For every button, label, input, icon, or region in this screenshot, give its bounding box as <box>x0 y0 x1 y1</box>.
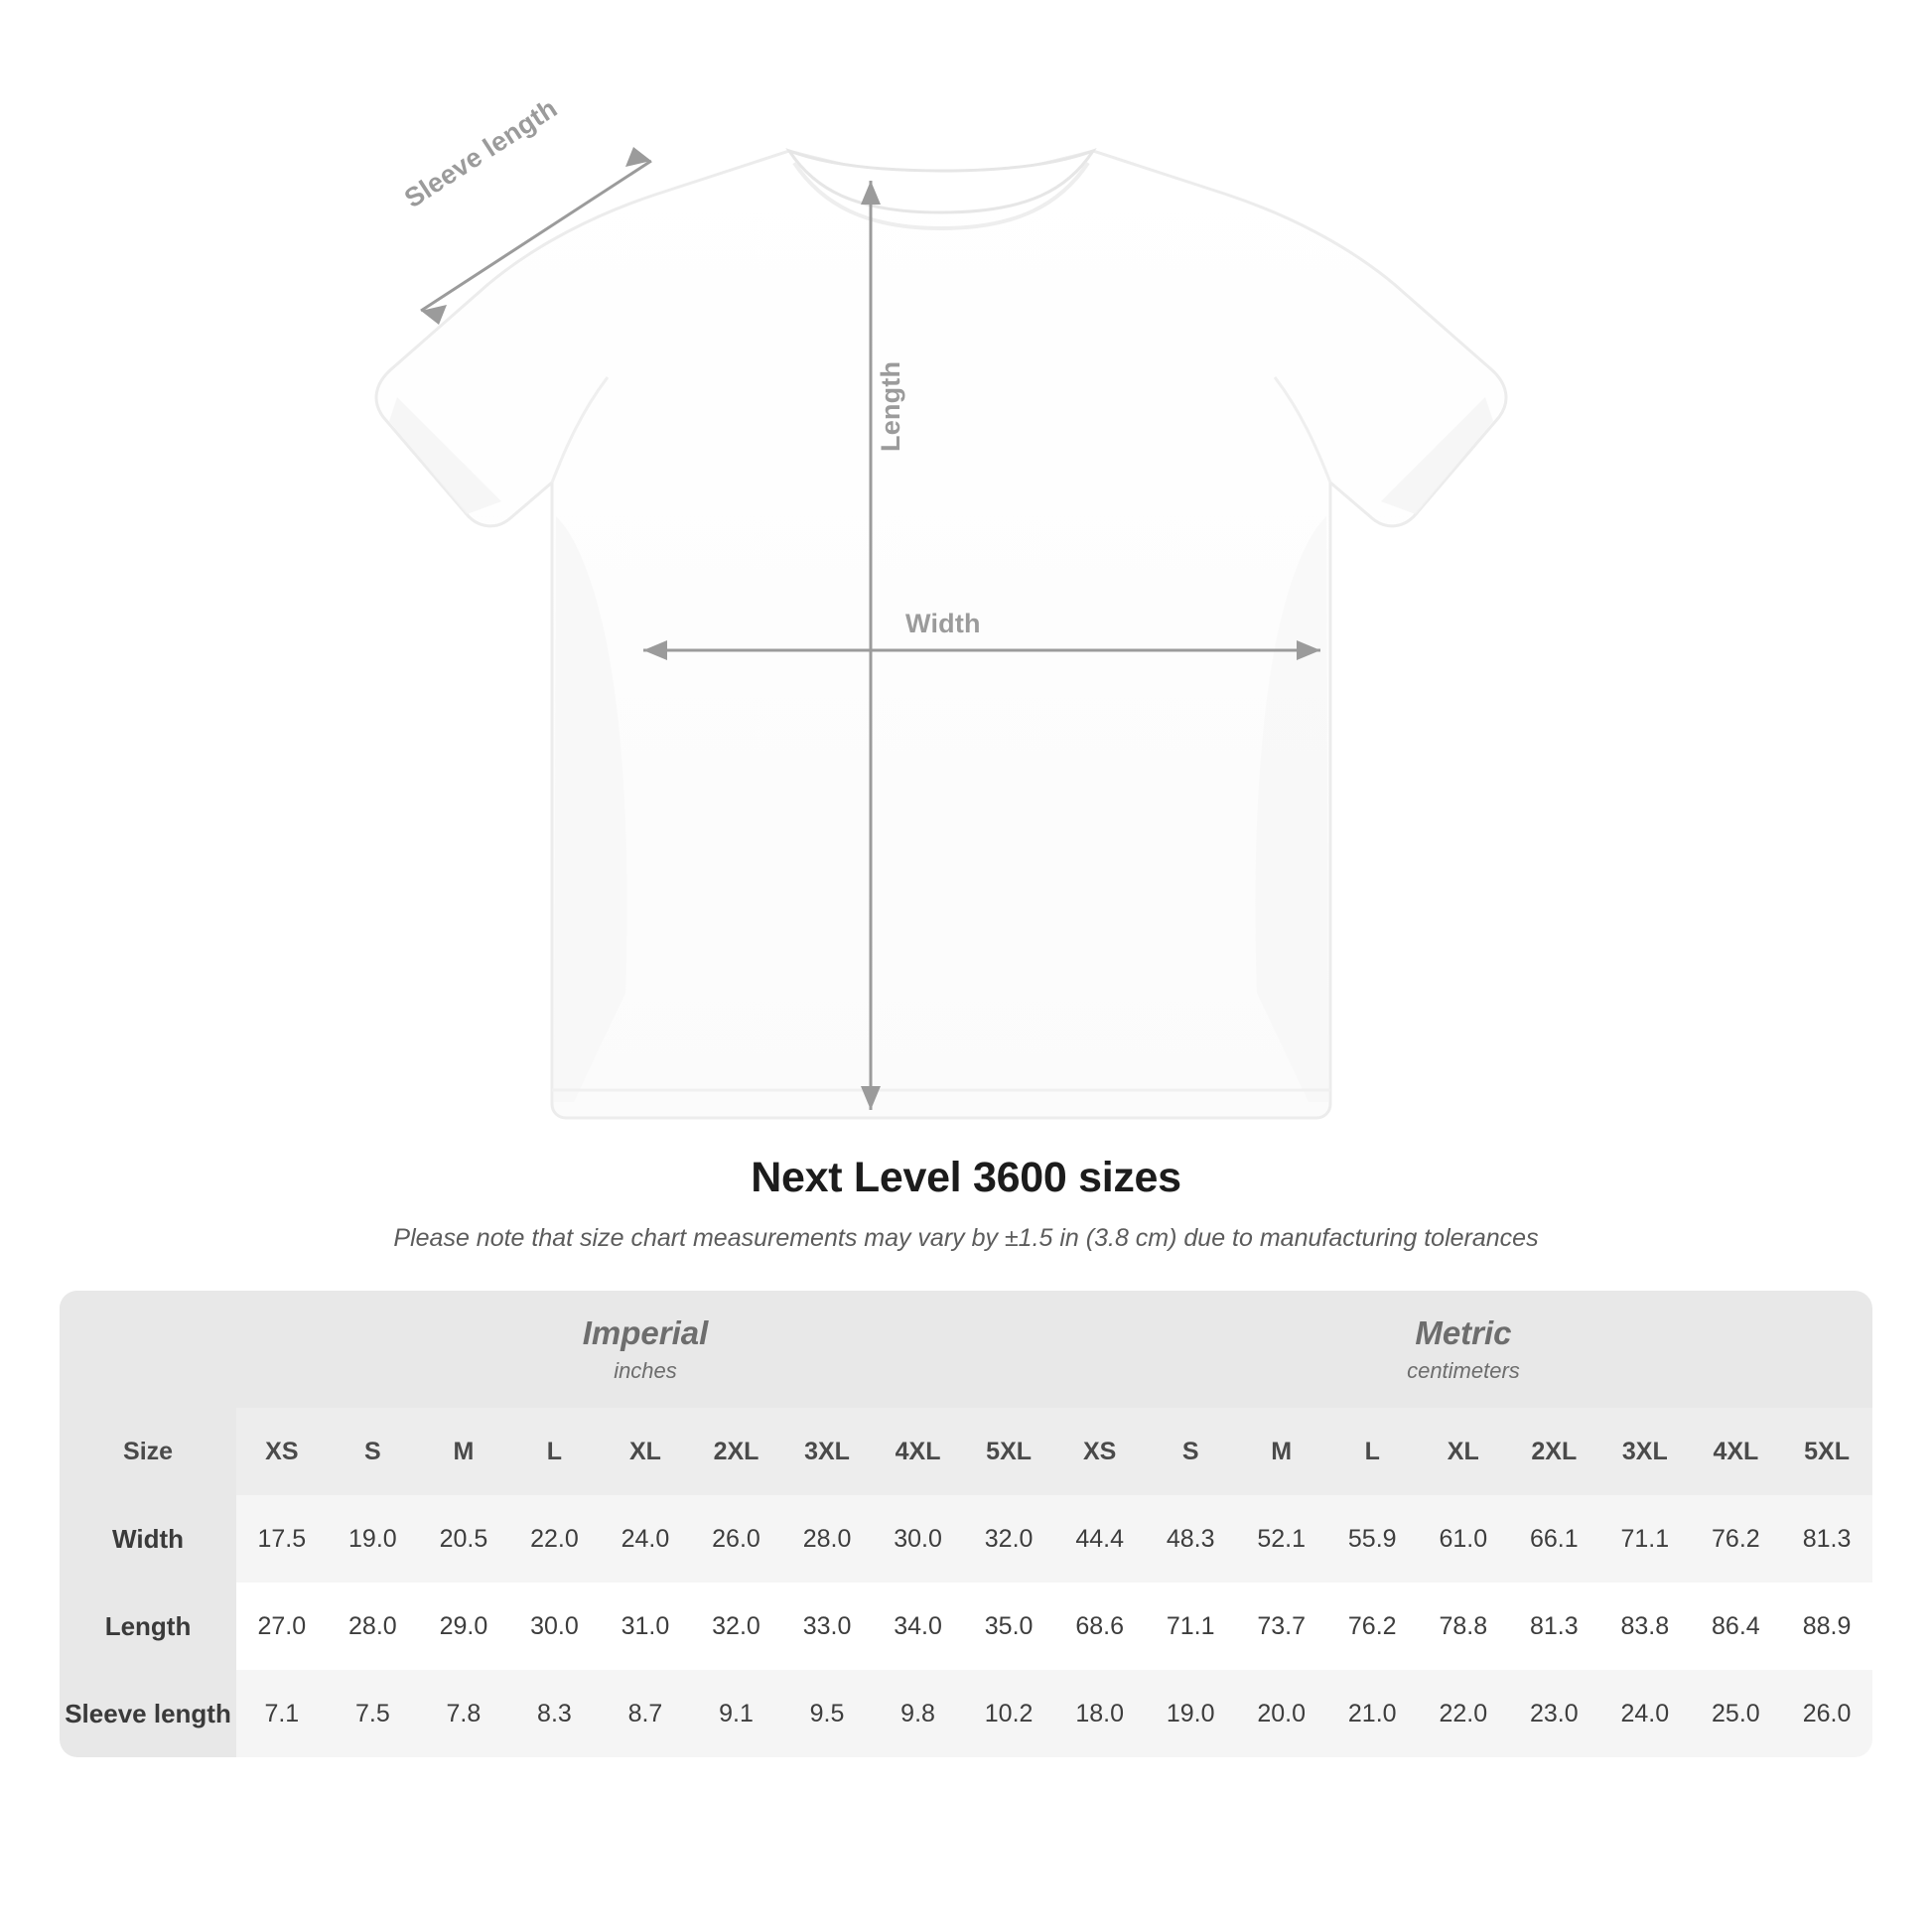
cell-width-in-xl: 24.0 <box>600 1495 691 1583</box>
size-table-wrap <box>60 1291 1872 1757</box>
cell-sleeve-in-2xl: 9.1 <box>691 1670 782 1757</box>
imperial-header <box>236 1291 1054 1408</box>
cell-sleeve-cm-m: 20.0 <box>1236 1670 1327 1757</box>
size-header-imp-2: M <box>418 1408 509 1495</box>
size-header-imp-7: 4XL <box>873 1408 964 1495</box>
unit-corner-cell <box>60 1291 236 1408</box>
cell-length-cm-5xl: 88.9 <box>1781 1583 1872 1670</box>
cell-width-cm-5xl: 81.3 <box>1781 1495 1872 1583</box>
metric-header <box>1054 1291 1872 1408</box>
cell-length-in-4xl: 34.0 <box>873 1583 964 1670</box>
size-header-met-4: XL <box>1418 1408 1509 1495</box>
sleeve-length-label: Sleeve length <box>399 92 563 214</box>
cell-width-cm-l: 55.9 <box>1326 1495 1418 1583</box>
page-title: Next Level 3600 sizes <box>751 1154 1181 1201</box>
cell-length-cm-xs: 68.6 <box>1054 1583 1146 1670</box>
cell-length-cm-4xl: 86.4 <box>1691 1583 1782 1670</box>
size-header-met-0: XS <box>1054 1408 1146 1495</box>
imperial-name: Imperial <box>582 1314 709 1351</box>
cell-length-cm-2xl: 81.3 <box>1509 1583 1600 1670</box>
metric-sub: centimeters <box>1407 1358 1520 1383</box>
cell-length-in-xs: 27.0 <box>236 1583 328 1670</box>
cell-sleeve-in-m: 7.8 <box>418 1670 509 1757</box>
cell-length-cm-xl: 78.8 <box>1418 1583 1509 1670</box>
length-label: Length <box>876 360 905 452</box>
size-header-met-2: M <box>1236 1408 1327 1495</box>
unit-header-row <box>60 1291 1872 1408</box>
metric-name: Metric <box>1415 1314 1512 1351</box>
cell-sleeve-in-4xl: 9.8 <box>873 1670 964 1757</box>
cell-width-in-m: 20.5 <box>418 1495 509 1583</box>
row-label-sleeve-length: Sleeve length <box>60 1670 236 1757</box>
row-label-width: Width <box>60 1495 236 1583</box>
cell-length-in-xl: 31.0 <box>600 1583 691 1670</box>
cell-sleeve-in-xl: 8.7 <box>600 1670 691 1757</box>
cell-width-in-s: 19.0 <box>328 1495 419 1583</box>
cell-length-cm-s: 71.1 <box>1145 1583 1236 1670</box>
cell-width-in-2xl: 26.0 <box>691 1495 782 1583</box>
row-label-length: Length <box>60 1583 236 1670</box>
table-row <box>60 1583 1872 1670</box>
imperial-sub: inches <box>614 1358 677 1383</box>
cell-length-in-s: 28.0 <box>328 1583 419 1670</box>
cell-sleeve-cm-xl: 22.0 <box>1418 1670 1509 1757</box>
size-header-met-1: S <box>1145 1408 1236 1495</box>
cell-length-cm-3xl: 83.8 <box>1599 1583 1691 1670</box>
cell-length-in-5xl: 35.0 <box>963 1583 1054 1670</box>
cell-sleeve-in-xs: 7.1 <box>236 1670 328 1757</box>
cell-sleeve-in-5xl: 10.2 <box>963 1670 1054 1757</box>
cell-width-in-l: 22.0 <box>509 1495 601 1583</box>
cell-length-in-m: 29.0 <box>418 1583 509 1670</box>
width-label: Width <box>905 609 981 638</box>
size-header-imp-0: XS <box>236 1408 328 1495</box>
cell-width-cm-s: 48.3 <box>1145 1495 1236 1583</box>
cell-sleeve-cm-3xl: 24.0 <box>1599 1670 1691 1757</box>
size-header-met-8: 5XL <box>1781 1408 1872 1495</box>
size-header-imp-3: L <box>509 1408 601 1495</box>
size-header-imp-4: XL <box>600 1408 691 1495</box>
cell-length-in-2xl: 32.0 <box>691 1583 782 1670</box>
tolerance-note: Please note that size chart measurements may vary by ±1.5 in (3.8 cm) due to manufacturing tolerances <box>393 1224 1539 1252</box>
table-row <box>60 1495 1872 1583</box>
cell-width-in-4xl: 30.0 <box>873 1495 964 1583</box>
cell-length-cm-l: 76.2 <box>1326 1583 1418 1670</box>
cell-sleeve-cm-2xl: 23.0 <box>1509 1670 1600 1757</box>
cell-length-in-l: 30.0 <box>509 1583 601 1670</box>
size-header-imp-8: 5XL <box>963 1408 1054 1495</box>
table-row <box>60 1670 1872 1757</box>
size-header-met-3: L <box>1326 1408 1418 1495</box>
size-label: Size <box>60 1408 236 1495</box>
cell-sleeve-cm-s: 19.0 <box>1145 1670 1236 1757</box>
cell-width-cm-xs: 44.4 <box>1054 1495 1146 1583</box>
cell-width-cm-xl: 61.0 <box>1418 1495 1509 1583</box>
size-header-imp-5: 2XL <box>691 1408 782 1495</box>
size-header-met-7: 4XL <box>1691 1408 1782 1495</box>
cell-sleeve-cm-4xl: 25.0 <box>1691 1670 1782 1757</box>
size-header-met-5: 2XL <box>1509 1408 1600 1495</box>
cell-width-cm-4xl: 76.2 <box>1691 1495 1782 1583</box>
size-header-imp-6: 3XL <box>781 1408 873 1495</box>
cell-sleeve-cm-xs: 18.0 <box>1054 1670 1146 1757</box>
cell-sleeve-cm-5xl: 26.0 <box>1781 1670 1872 1757</box>
cell-width-cm-2xl: 66.1 <box>1509 1495 1600 1583</box>
size-header-imp-1: S <box>328 1408 419 1495</box>
cell-sleeve-cm-l: 21.0 <box>1326 1670 1418 1757</box>
cell-width-cm-3xl: 71.1 <box>1599 1495 1691 1583</box>
cell-width-in-5xl: 32.0 <box>963 1495 1054 1583</box>
size-table <box>60 1291 1872 1757</box>
cell-sleeve-in-3xl: 9.5 <box>781 1670 873 1757</box>
cell-sleeve-in-s: 7.5 <box>328 1670 419 1757</box>
cell-width-cm-m: 52.1 <box>1236 1495 1327 1583</box>
size-header-row <box>60 1408 1872 1495</box>
cell-sleeve-in-l: 8.3 <box>509 1670 601 1757</box>
cell-length-in-3xl: 33.0 <box>781 1583 873 1670</box>
title-block <box>0 1154 1932 1253</box>
cell-length-cm-m: 73.7 <box>1236 1583 1327 1670</box>
cell-width-in-xs: 17.5 <box>236 1495 328 1583</box>
cell-width-in-3xl: 28.0 <box>781 1495 873 1583</box>
size-header-met-6: 3XL <box>1599 1408 1691 1495</box>
